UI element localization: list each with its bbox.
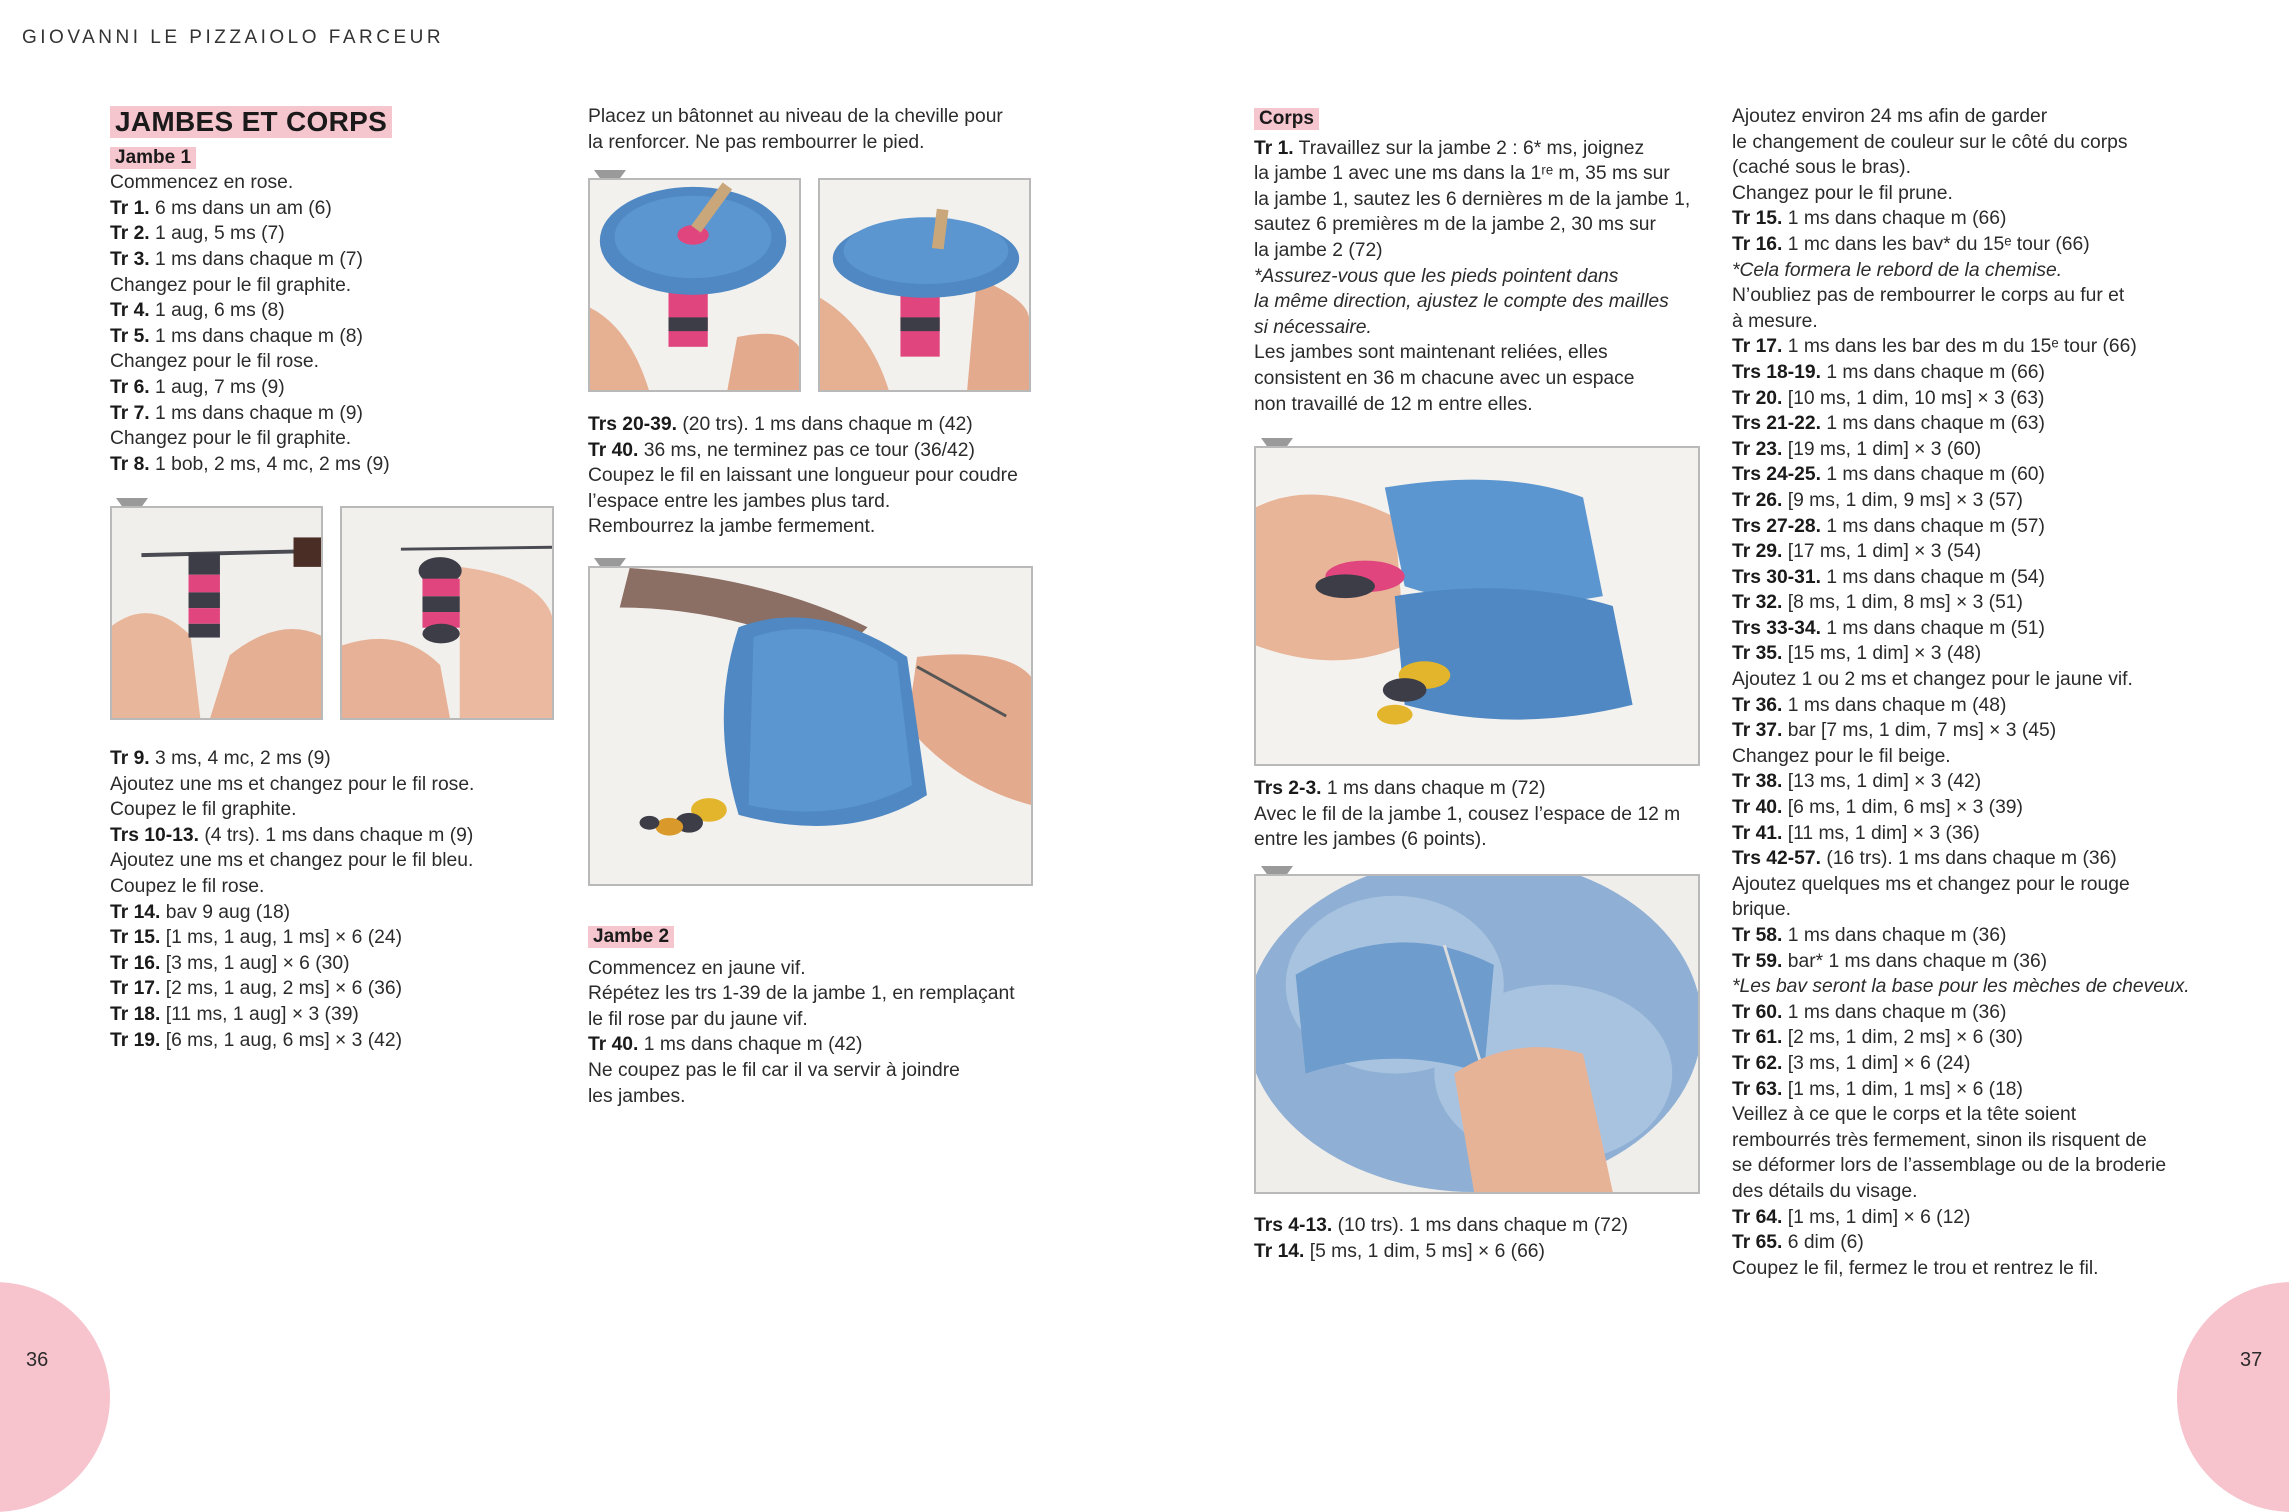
instruction-text: 1 ms dans chaque m (51) bbox=[1820, 617, 2045, 639]
instruction-text: [2 ms, 1 aug, 2 ms] × 6 (36) bbox=[160, 978, 403, 1000]
instruction-line bbox=[588, 1084, 1058, 1110]
instruction-text: se déformer lors de l’assemblage ou de la broderie bbox=[1732, 1155, 2167, 1177]
instruction-line bbox=[1732, 334, 2272, 360]
round-label: Tr 36. bbox=[1732, 694, 1783, 716]
instruction-text: Ajoutez une ms et changez pour le fil bleu. bbox=[110, 850, 474, 872]
instruction-text: Coupez le fil graphite. bbox=[110, 799, 297, 821]
instruction-line bbox=[1254, 1213, 1724, 1239]
instruction-line bbox=[110, 196, 550, 222]
round-label: Trs 33-34. bbox=[1732, 617, 1821, 639]
round-label: Tr 17. bbox=[110, 978, 161, 1000]
instruction-line bbox=[1732, 1102, 2272, 1128]
subtitle-jambe-1: Jambe 1 bbox=[110, 147, 196, 169]
instruction-line bbox=[588, 1032, 1058, 1058]
instruction-text: 1 ms dans chaque m (48) bbox=[1782, 694, 2007, 716]
text-block bbox=[110, 746, 550, 1053]
instruction-text: [19 ms, 1 dim] × 3 (60) bbox=[1782, 438, 1982, 460]
instruction-text: à mesure. bbox=[1732, 310, 1818, 332]
instruction-line bbox=[1732, 565, 2272, 591]
instruction-line bbox=[1732, 744, 2272, 770]
instruction-text: Changez pour le fil graphite. bbox=[110, 274, 352, 296]
round-label: Trs 27-28. bbox=[1732, 515, 1821, 537]
instruction-text: Coupez le fil rose. bbox=[110, 875, 265, 897]
round-label: Tr 35. bbox=[1732, 643, 1783, 665]
round-label: Tr 16. bbox=[1732, 233, 1783, 255]
instruction-line bbox=[110, 426, 550, 452]
page-number-right: 37 bbox=[2240, 1349, 2263, 1371]
instruction-note: la même direction, ajustez le compte des mailles bbox=[1254, 291, 1669, 313]
instruction-line bbox=[1732, 539, 2272, 565]
instruction-text: la renforcer. Ne pas rembourrer le pied. bbox=[588, 131, 925, 153]
photo-sewing-gap bbox=[1254, 874, 1700, 1194]
round-label: Tr 26. bbox=[1732, 489, 1783, 511]
instruction-text: Commencez en rose. bbox=[110, 172, 294, 194]
section-title: JAMBES ET CORPS bbox=[110, 106, 392, 138]
instruction-text: 6 ms dans un am (6) bbox=[149, 197, 332, 219]
photo-leg1-hook bbox=[110, 506, 323, 720]
column-4 bbox=[1732, 104, 2272, 1281]
instruction-line bbox=[1732, 309, 2272, 335]
round-label: Tr 40. bbox=[588, 439, 639, 461]
instruction-line bbox=[1732, 1230, 2272, 1256]
instruction-line bbox=[1732, 1179, 2272, 1205]
text-block bbox=[588, 412, 1058, 540]
text-block bbox=[1254, 776, 1724, 853]
instruction-line bbox=[1732, 1128, 2272, 1154]
instruction-text: rembourrés très fermement, sinon ils risquent de bbox=[1732, 1129, 2147, 1151]
round-label: Tr 40. bbox=[1732, 797, 1783, 819]
round-label: Tr 60. bbox=[1732, 1001, 1783, 1023]
instruction-line bbox=[1732, 1000, 2272, 1026]
column-2-jambe-2 bbox=[588, 924, 1058, 1109]
instruction-line bbox=[110, 247, 550, 273]
instruction-text: [1 ms, 1 dim] × 6 (12) bbox=[1782, 1206, 1971, 1228]
instruction-line bbox=[1732, 590, 2272, 616]
instruction-text: [6 ms, 1 dim, 6 ms] × 3 (39) bbox=[1782, 797, 2023, 819]
column-2 bbox=[588, 104, 1058, 155]
instruction-line bbox=[588, 981, 1058, 1007]
instruction-text: (16 trs). 1 ms dans chaque m (36) bbox=[1820, 848, 2117, 870]
instruction-line bbox=[1732, 514, 2272, 540]
instruction-line bbox=[1732, 181, 2272, 207]
instruction-line bbox=[1254, 1239, 1724, 1265]
round-label: Tr 38. bbox=[1732, 771, 1783, 793]
instruction-line bbox=[1732, 693, 2272, 719]
page-corner-right bbox=[2177, 1282, 2289, 1512]
instruction-text: 1 ms dans chaque m (63) bbox=[1820, 413, 2045, 435]
instruction-line bbox=[1732, 437, 2272, 463]
instruction-line bbox=[1732, 1205, 2272, 1231]
instruction-text: Veillez à ce que le corps et la tête soient bbox=[1732, 1104, 2077, 1126]
instruction-line bbox=[110, 1028, 550, 1054]
instruction-line bbox=[110, 772, 550, 798]
round-label: Tr 1. bbox=[1254, 137, 1294, 159]
instruction-note: *Les bav seront la base pour les mèches de cheveux. bbox=[1732, 976, 2190, 998]
instruction-line bbox=[1732, 1256, 2272, 1282]
instruction-text: [3 ms, 1 aug] × 6 (30) bbox=[160, 952, 350, 974]
instruction-line bbox=[110, 452, 550, 478]
instruction-line bbox=[1732, 1025, 2272, 1051]
instruction-line bbox=[1254, 366, 1724, 392]
page-number-left: 36 bbox=[26, 1349, 49, 1371]
instruction-line bbox=[110, 298, 550, 324]
instruction-line bbox=[1732, 821, 2272, 847]
round-label: Tr 18. bbox=[110, 1003, 161, 1025]
instruction-line bbox=[1254, 238, 1724, 264]
instruction-line bbox=[588, 1058, 1058, 1084]
instruction-text: l’espace entre les jambes plus tard. bbox=[588, 490, 891, 512]
instruction-text: 1 ms dans chaque m (72) bbox=[1321, 778, 1546, 799]
column-1 bbox=[110, 106, 550, 477]
instruction-line bbox=[1732, 488, 2272, 514]
instruction-text: [3 ms, 1 dim] × 6 (24) bbox=[1782, 1052, 1971, 1074]
round-label: Tr 15. bbox=[110, 927, 161, 949]
instruction-line bbox=[588, 1007, 1058, 1033]
instruction-line bbox=[110, 324, 550, 350]
instruction-text: la jambe 1, sautez les 6 dernières m de la jambe 1, bbox=[1254, 188, 1691, 210]
instruction-line bbox=[1732, 462, 2272, 488]
round-label: Tr 19. bbox=[110, 1029, 161, 1051]
round-label: Tr 17. bbox=[1732, 336, 1783, 358]
instruction-line bbox=[1732, 1051, 2272, 1077]
text-block bbox=[1254, 136, 1724, 418]
instruction-text: [2 ms, 1 dim, 2 ms] × 6 (30) bbox=[1782, 1027, 2023, 1049]
instruction-line bbox=[1732, 130, 2272, 156]
instruction-line bbox=[1254, 340, 1724, 366]
instruction-text: [1 ms, 1 dim, 1 ms] × 6 (18) bbox=[1782, 1078, 2023, 1100]
instruction-line bbox=[1254, 289, 1724, 315]
round-label: Tr 7. bbox=[110, 402, 150, 424]
instruction-text: 1 ms dans chaque m (7) bbox=[149, 248, 363, 270]
instruction-text: 1 ms dans chaque m (66) bbox=[1820, 361, 2045, 383]
instruction-line bbox=[110, 925, 550, 951]
instruction-line bbox=[1254, 315, 1724, 341]
instruction-line bbox=[1732, 232, 2272, 258]
instruction-text: Ajoutez quelques ms et changez pour le rouge bbox=[1732, 873, 2130, 895]
instruction-text: 1 aug, 7 ms (9) bbox=[149, 376, 285, 398]
instruction-text: [9 ms, 1 dim, 9 ms] × 3 (57) bbox=[1782, 489, 2023, 511]
instruction-line bbox=[588, 956, 1058, 982]
instruction-text: Changez pour le fil rose. bbox=[110, 351, 319, 373]
round-label: Tr 20. bbox=[1732, 387, 1783, 409]
instruction-line bbox=[1732, 897, 2272, 923]
round-label: Tr 23. bbox=[1732, 438, 1783, 460]
instruction-line bbox=[110, 900, 550, 926]
instruction-text: 1 aug, 6 ms (8) bbox=[149, 300, 285, 322]
instruction-text: le fil rose par du jaune vif. bbox=[588, 1008, 808, 1030]
instruction-text: [13 ms, 1 dim] × 3 (42) bbox=[1782, 771, 1982, 793]
instruction-text: les jambes. bbox=[588, 1085, 686, 1107]
instruction-text: Changez pour le fil beige. bbox=[1732, 745, 1951, 767]
round-label: Trs 30-31. bbox=[1732, 566, 1821, 588]
photo-legs-joined bbox=[1254, 446, 1700, 766]
instruction-line bbox=[588, 463, 1058, 489]
instruction-text: 1 ms dans chaque m (36) bbox=[1782, 925, 2007, 946]
round-label: Tr 65. bbox=[1732, 1232, 1783, 1254]
instruction-line bbox=[1732, 923, 2272, 949]
instruction-line bbox=[1732, 411, 2272, 437]
instruction-line bbox=[588, 130, 1058, 156]
instruction-text: 1 ms dans chaque m (36) bbox=[1782, 1001, 2007, 1023]
instruction-line bbox=[110, 273, 550, 299]
instruction-line bbox=[588, 104, 1058, 130]
round-label: Tr 40. bbox=[588, 1034, 639, 1056]
instruction-line bbox=[110, 221, 550, 247]
instruction-text: la jambe 2 (72) bbox=[1254, 239, 1383, 261]
instruction-text: 1 ms dans chaque m (60) bbox=[1820, 464, 2045, 486]
instruction-line bbox=[1254, 802, 1724, 828]
instruction-text: 1 aug, 5 ms (7) bbox=[149, 223, 285, 245]
round-label: Tr 9. bbox=[110, 748, 150, 769]
instruction-line bbox=[110, 874, 550, 900]
instruction-text: Coupez le fil en laissant une longueur pour coudre bbox=[588, 465, 1018, 487]
instruction-text: Ajoutez environ 24 ms afin de garder bbox=[1732, 106, 2048, 127]
subtitle-jambe-2: Jambe 2 bbox=[588, 926, 674, 948]
instruction-line bbox=[588, 438, 1058, 464]
instruction-text: consistent en 36 m chacune avec un espace bbox=[1254, 367, 1635, 389]
text-block bbox=[1254, 1213, 1724, 1264]
column-1-continued bbox=[110, 746, 550, 1053]
instruction-text: (10 trs). 1 ms dans chaque m (72) bbox=[1332, 1215, 1629, 1236]
instruction-line bbox=[1732, 872, 2272, 898]
instruction-text: entre les jambes (6 points). bbox=[1254, 829, 1487, 851]
photo-leg1-stuffed bbox=[588, 566, 1033, 886]
round-label: Tr 16. bbox=[110, 952, 161, 974]
instruction-line bbox=[1732, 206, 2272, 232]
column-3-end bbox=[1254, 1213, 1724, 1264]
subtitle-corps: Corps bbox=[1254, 108, 1319, 130]
instruction-text: [10 ms, 1 dim, 10 ms] × 3 (63) bbox=[1782, 387, 2045, 409]
round-label: Tr 63. bbox=[1732, 1078, 1783, 1100]
instruction-line bbox=[1254, 392, 1724, 418]
instruction-line bbox=[1254, 187, 1724, 213]
column-3-continued bbox=[1254, 776, 1724, 853]
round-label: Tr 64. bbox=[1732, 1206, 1783, 1228]
text-block bbox=[1732, 104, 2272, 1281]
instruction-line bbox=[1254, 264, 1724, 290]
round-label: Trs 24-25. bbox=[1732, 464, 1821, 486]
instruction-note: *Assurez-vous que les pieds pointent dans bbox=[1254, 265, 1619, 287]
instruction-text: 1 ms dans chaque m (9) bbox=[149, 402, 363, 424]
instruction-line bbox=[588, 412, 1058, 438]
instruction-line bbox=[110, 746, 550, 772]
round-label: Tr 3. bbox=[110, 248, 150, 270]
instruction-text: (caché sous le bras). bbox=[1732, 157, 1911, 179]
instruction-line bbox=[110, 976, 550, 1002]
instruction-text: 3 ms, 4 mc, 2 ms (9) bbox=[149, 748, 331, 769]
instruction-text: des détails du visage. bbox=[1732, 1180, 1918, 1202]
instruction-text: 1 ms dans chaque m (57) bbox=[1820, 515, 2045, 537]
round-label: Tr 6. bbox=[110, 376, 150, 398]
instruction-text: [8 ms, 1 dim, 8 ms] × 3 (51) bbox=[1782, 592, 2023, 614]
instruction-text: Ajoutez une ms et changez pour le fil rose. bbox=[110, 773, 475, 795]
instruction-line bbox=[1732, 667, 2272, 693]
instruction-line bbox=[1732, 718, 2272, 744]
instruction-text: 1 ms dans chaque m (54) bbox=[1820, 566, 2045, 588]
instruction-text: Ajoutez 1 ou 2 ms et changez pour le jaune vif. bbox=[1732, 669, 2133, 691]
photo-stick-top-view bbox=[818, 178, 1031, 392]
instruction-text: N’oubliez pas de rembourrer le corps au fur et bbox=[1732, 285, 2125, 307]
instruction-line bbox=[1732, 616, 2272, 642]
round-label: Trs 2-3. bbox=[1254, 778, 1322, 799]
round-label: Trs 21-22. bbox=[1732, 413, 1821, 435]
instruction-line bbox=[1254, 212, 1724, 238]
column-2-continued bbox=[588, 412, 1058, 540]
column-3 bbox=[1254, 106, 1724, 417]
instruction-text: [5 ms, 1 dim, 5 ms] × 6 (66) bbox=[1304, 1240, 1545, 1262]
round-label: Trs 4-13. bbox=[1254, 1215, 1333, 1236]
round-label: Tr 61. bbox=[1732, 1027, 1783, 1049]
round-label: Tr 37. bbox=[1732, 720, 1783, 742]
round-label: Tr 32. bbox=[1732, 592, 1783, 614]
instruction-line bbox=[1732, 795, 2272, 821]
round-label: Tr 59. bbox=[1732, 950, 1783, 972]
instruction-text: Rembourrez la jambe fermement. bbox=[588, 516, 876, 538]
instruction-text: 1 bob, 2 ms, 4 mc, 2 ms (9) bbox=[149, 453, 390, 475]
instruction-line bbox=[1732, 1153, 2272, 1179]
text-block bbox=[110, 170, 550, 477]
instruction-text: sautez 6 premières m de la jambe 2, 30 ms sur bbox=[1254, 214, 1656, 236]
instruction-text: non travaillé de 12 m entre elles. bbox=[1254, 393, 1533, 415]
instruction-line bbox=[1732, 974, 2272, 1000]
instruction-text: bav 9 aug (18) bbox=[160, 901, 291, 923]
instruction-text: Travaillez sur la jambe 2 : 6* ms, joignez bbox=[1293, 137, 1645, 159]
instruction-line bbox=[588, 489, 1058, 515]
instruction-text: Répétez les trs 1-39 de la jambe 1, en remplaçant bbox=[588, 983, 1015, 1005]
instruction-note: si nécessaire. bbox=[1254, 316, 1372, 338]
instruction-text: (20 trs). 1 ms dans chaque m (42) bbox=[676, 414, 973, 435]
instruction-text: [11 ms, 1 dim] × 3 (36) bbox=[1782, 822, 1980, 844]
instruction-text: 1 ms dans chaque m (42) bbox=[638, 1034, 863, 1056]
round-label: Tr 2. bbox=[110, 223, 150, 245]
instruction-text: Changez pour le fil prune. bbox=[1732, 182, 1953, 204]
instruction-line bbox=[1254, 161, 1724, 187]
instruction-line bbox=[110, 951, 550, 977]
instruction-text: Coupez le fil, fermez le trou et rentrez le fil. bbox=[1732, 1257, 2099, 1279]
instruction-text: Avec le fil de la jambe 1, cousez l’espace de 12 m bbox=[1254, 803, 1681, 825]
instruction-line bbox=[1732, 386, 2272, 412]
instruction-line bbox=[1254, 776, 1724, 802]
photo-stick-in-leg bbox=[588, 178, 801, 392]
round-label: Tr 1. bbox=[110, 197, 150, 219]
instruction-text: 6 dim (6) bbox=[1782, 1232, 1864, 1254]
instruction-text: bar* 1 ms dans chaque m (36) bbox=[1782, 950, 2048, 972]
instruction-line bbox=[1732, 949, 2272, 975]
instruction-line bbox=[1254, 827, 1724, 853]
instruction-line bbox=[588, 514, 1058, 540]
instruction-text: 1 ms dans chaque m (66) bbox=[1782, 208, 2007, 230]
text-block bbox=[588, 956, 1058, 1110]
instruction-line bbox=[110, 823, 550, 849]
instruction-line bbox=[1732, 1077, 2272, 1103]
photo-leg1-shaped bbox=[340, 506, 554, 720]
instruction-text: [6 ms, 1 aug, 6 ms] × 3 (42) bbox=[160, 1029, 403, 1051]
round-label: Tr 5. bbox=[110, 325, 150, 347]
page-corner-left bbox=[0, 1282, 110, 1512]
instruction-text: bar [7 ms, 1 dim, 7 ms] × 3 (45) bbox=[1782, 720, 2057, 742]
instruction-text: [1 ms, 1 aug, 1 ms] × 6 (24) bbox=[160, 927, 403, 949]
round-label: Tr 58. bbox=[1732, 925, 1783, 946]
instruction-line bbox=[1732, 769, 2272, 795]
round-label: Tr 29. bbox=[1732, 541, 1783, 563]
instruction-line bbox=[1732, 641, 2272, 667]
instruction-line bbox=[1732, 155, 2272, 181]
instruction-text: 36 ms, ne terminez pas ce tour (36/42) bbox=[638, 439, 975, 461]
instruction-text: Placez un bâtonnet au niveau de la cheville pour bbox=[588, 106, 1003, 127]
instruction-line bbox=[110, 401, 550, 427]
instruction-line bbox=[1732, 258, 2272, 284]
instruction-text: [17 ms, 1 dim] × 3 (54) bbox=[1782, 541, 1982, 563]
instruction-line bbox=[110, 1002, 550, 1028]
instruction-text: Ne coupez pas le fil car il va servir à joindre bbox=[588, 1059, 960, 1081]
instruction-line bbox=[110, 848, 550, 874]
round-label: Trs 20-39. bbox=[588, 414, 677, 435]
instruction-text: Changez pour le fil graphite. bbox=[110, 428, 352, 450]
instruction-text: [15 ms, 1 dim] × 3 (48) bbox=[1782, 643, 1982, 665]
instruction-text: Commencez en jaune vif. bbox=[588, 957, 806, 979]
round-label: Tr 62. bbox=[1732, 1052, 1783, 1074]
instruction-line bbox=[110, 349, 550, 375]
instruction-text: 1 ms dans chaque m (8) bbox=[149, 325, 363, 347]
round-label: Tr 8. bbox=[110, 453, 150, 475]
instruction-line bbox=[1732, 846, 2272, 872]
round-label: Tr 15. bbox=[1732, 208, 1783, 230]
round-label: Tr 41. bbox=[1732, 822, 1783, 844]
instruction-note: *Cela formera le rebord de la chemise. bbox=[1732, 259, 2063, 281]
instruction-text: Les jambes sont maintenant reliées, elles bbox=[1254, 342, 1608, 364]
round-label: Tr 14. bbox=[110, 901, 161, 923]
instruction-text: 1 mc dans les bav* du 15ᵉ tour (66) bbox=[1782, 233, 2090, 255]
instruction-line bbox=[110, 375, 550, 401]
instruction-text: le changement de couleur sur le côté du corps bbox=[1732, 131, 2128, 153]
instruction-text: la jambe 1 avec une ms dans la 1ʳᵉ m, 35 ms sur bbox=[1254, 163, 1670, 185]
instruction-text: [11 ms, 1 aug] × 3 (39) bbox=[160, 1003, 359, 1025]
instruction-line bbox=[1732, 360, 2272, 386]
instruction-line bbox=[110, 797, 550, 823]
round-label: Tr 14. bbox=[1254, 1240, 1305, 1262]
round-label: Trs 10-13. bbox=[110, 824, 199, 846]
round-label: Trs 18-19. bbox=[1732, 361, 1821, 383]
running-header: GIOVANNI LE PIZZAIOLO FARCEUR bbox=[22, 27, 445, 48]
instruction-text: (4 trs). 1 ms dans chaque m (9) bbox=[198, 824, 474, 846]
text-block bbox=[588, 104, 1058, 155]
round-label: Tr 4. bbox=[110, 300, 150, 322]
instruction-line bbox=[1732, 104, 2272, 130]
instruction-line bbox=[110, 170, 550, 196]
instruction-text: 1 ms dans les bar des m du 15ᵉ tour (66) bbox=[1782, 336, 2137, 358]
instruction-text: brique. bbox=[1732, 899, 1791, 921]
instruction-line bbox=[1732, 283, 2272, 309]
instruction-line bbox=[1254, 136, 1724, 162]
round-label: Trs 42-57. bbox=[1732, 848, 1821, 870]
